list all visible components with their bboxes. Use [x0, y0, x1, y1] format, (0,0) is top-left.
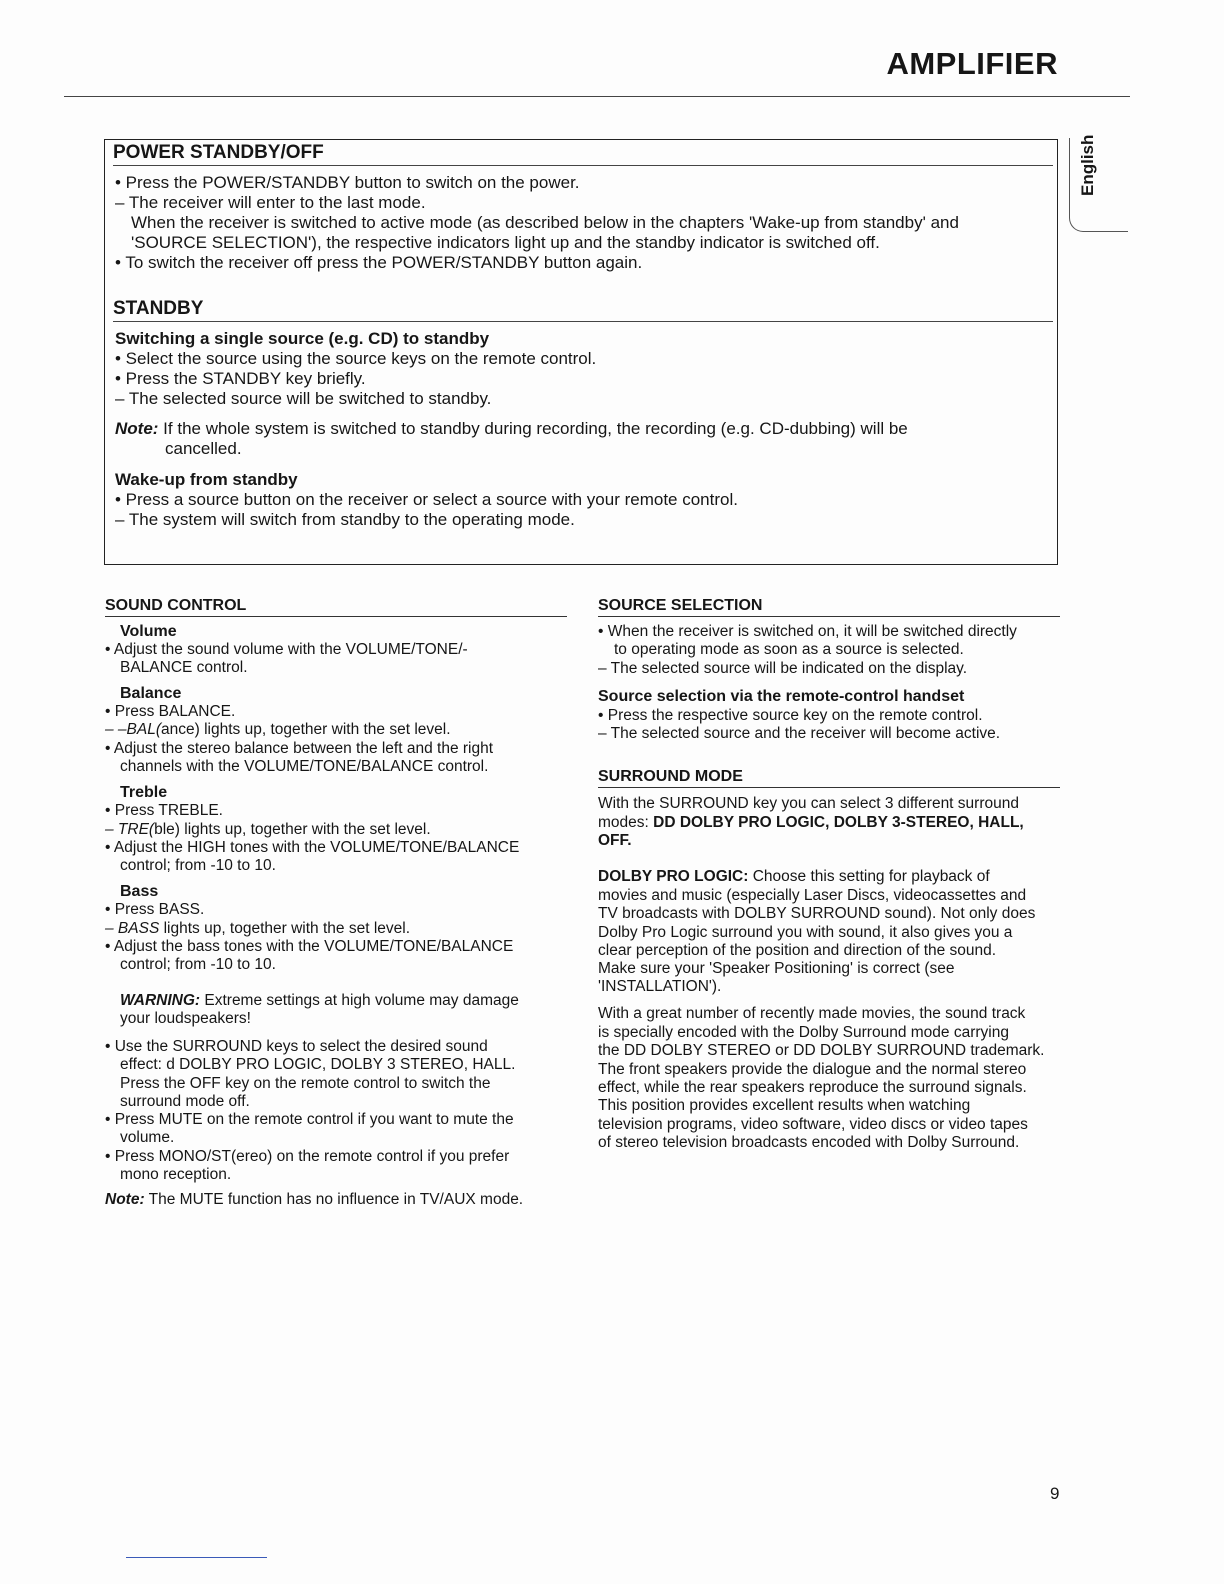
treble-heading: Treble [120, 784, 168, 801]
bass-line: • Adjust the bass tones with the VOLUME/TONE/BALANCE [105, 938, 514, 955]
warning-text: Extreme settings at high volume may damage [200, 992, 519, 1009]
surround-line: effect: d DOLBY PRO LOGIC, DOLBY 3 STEREO, HALL. [120, 1056, 516, 1073]
standby-note [115, 419, 908, 439]
surround-line: • Use the SURROUND keys to select the desired sound [105, 1038, 488, 1055]
surround-mode-line: With the SURROUND key you can select 3 different surround [598, 795, 1019, 812]
movies-line: the DD DOLBY STEREO or DD DOLBY SURROUND trademark. [598, 1042, 1045, 1059]
volume-line: BALANCE control. [120, 659, 248, 676]
sound-control-heading: SOUND CONTROL [105, 597, 567, 617]
movies-line: With a great number of recently made movies, the sound track [598, 1005, 1026, 1022]
movies-line: television programs, video software, video discs or video tapes [598, 1116, 1028, 1133]
treble-line: control; from -10 to 10. [120, 857, 276, 874]
surround-line: Press the OFF key on the remote control to switch the [120, 1075, 491, 1092]
note-label: Note: [115, 419, 159, 438]
single-source-heading: Switching a single source (e.g. CD) to standby [115, 329, 490, 348]
bass-line [105, 920, 410, 938]
power-line: When the receiver is switched to active mode (as described below in the chapters 'Wake-up from standby' and [131, 213, 959, 232]
bass-display-text: – BASS [105, 920, 160, 937]
balance-heading: Balance [120, 685, 182, 702]
note-text: The MUTE function has no influence in TV/AUX mode. [144, 1191, 524, 1208]
surround-mode-heading: SURROUND MODE [598, 768, 1060, 788]
balance-display-text: – –BAL( [105, 721, 162, 738]
wake-line: – The system will switch from standby to the operating mode. [115, 510, 575, 529]
power-line: • Press the POWER/STANDBY button to switch on the power. [115, 173, 580, 192]
source-selection-heading: SOURCE SELECTION [598, 597, 1060, 617]
mute-line: volume. [120, 1129, 175, 1146]
dpl-label: DOLBY PRO LOGIC: [598, 868, 749, 885]
power-line: 'SOURCE SELECTION'), the respective indicators light up and the standby indicator is switched off. [131, 233, 880, 252]
dpl-line: Dolby Pro Logic surround you with sound, it also gives you a [598, 924, 1013, 941]
mono-line: mono reception. [120, 1166, 232, 1183]
mute-note [105, 1191, 523, 1209]
surround-modes-label: modes: [598, 814, 654, 831]
movies-line: is specially encoded with the Dolby Surround mode carrying [598, 1024, 1009, 1041]
balance-line [105, 721, 451, 739]
balance-line-text: lights up, together with the set level. [199, 721, 451, 738]
movies-line: effect, while the rear speakers reproduce the surround signals. [598, 1079, 1027, 1096]
remote-selection-heading: Source selection via the remote-control handset [598, 688, 965, 705]
language-tab-label: English [1078, 134, 1097, 196]
treble-display-suffix: ble) [154, 821, 180, 838]
standby-line: • Select the source using the source keys on the remote control. [115, 349, 597, 368]
source-line: • When the receiver is switched on, it will be switched directly [598, 623, 1017, 640]
treble-line-text: lights up, together with the set level. [179, 821, 431, 838]
page-title: AMPLIFIER [886, 46, 1058, 81]
standby-heading: STANDBY [113, 298, 1053, 322]
movies-line: of stereo television broadcasts encoded with Dolby Surround. [598, 1134, 1020, 1151]
wake-line: • Press a source button on the receiver or select a source with your remote control. [115, 490, 738, 509]
mono-line: • Press MONO/ST(ereo) on the remote control if you prefer [105, 1148, 510, 1165]
bass-heading: Bass [120, 883, 159, 900]
dpl-text: Choose this setting for playback of [748, 868, 990, 885]
remote-line: – The selected source and the receiver will become active. [598, 725, 1001, 742]
movies-line: The front speakers provide the dialogue and the normal stereo [598, 1061, 1027, 1078]
treble-line [105, 821, 431, 839]
standby-note-cont: cancelled. [165, 439, 242, 458]
volume-line: • Adjust the sound volume with the VOLUME/TONE/- [105, 641, 468, 658]
source-line: – The selected source will be indicated on the display. [598, 660, 968, 677]
mute-line: • Press MUTE on the remote control if you want to mute the [105, 1111, 514, 1128]
bass-line-text: lights up, together with the set level. [159, 920, 411, 937]
note-label: Note: [105, 1191, 145, 1208]
surround-modes-list: DD DOLBY PRO LOGIC, DOLBY 3-STEREO, HALL, [653, 814, 1024, 831]
dpl-line: 'INSTALLATION'). [598, 978, 722, 995]
dpl-line: Make sure your 'Speaker Positioning' is correct (see [598, 960, 955, 977]
movies-line: This position provides excellent results when watching [598, 1097, 971, 1114]
power-standby-heading: POWER STANDBY/OFF [113, 142, 1053, 166]
volume-heading: Volume [120, 623, 177, 640]
balance-line: • Adjust the stereo balance between the left and the right [105, 740, 494, 757]
standby-line: – The selected source will be switched to standby. [115, 389, 492, 408]
dpl-line [598, 868, 990, 886]
surround-mode-line: OFF. [598, 832, 632, 849]
treble-line: • Press TREBLE. [105, 802, 223, 819]
treble-display-text: – TRE( [105, 821, 155, 838]
warning-line [120, 992, 519, 1010]
balance-display-suffix: ance) [161, 721, 200, 738]
source-line: to operating mode as soon as a source is selected. [614, 641, 964, 658]
language-tab [1069, 134, 1128, 232]
balance-line: channels with the VOLUME/TONE/BALANCE control. [120, 758, 489, 775]
bass-line: • Press BASS. [105, 901, 205, 918]
dpl-line: TV broadcasts with DOLBY SURROUND sound). Not only does [598, 905, 1036, 922]
bass-line: control; from -10 to 10. [120, 956, 276, 973]
power-line: • To switch the receiver off press the POWER/STANDBY button again. [115, 253, 643, 272]
power-standby-box [104, 139, 1058, 565]
wake-up-heading: Wake-up from standby [115, 470, 298, 489]
balance-line: • Press BALANCE. [105, 703, 236, 720]
note-text: If the whole system is switched to standby during recording, the recording (e.g. CD-dubbing) will be [158, 419, 908, 438]
standby-line: • Press the STANDBY key briefly. [115, 369, 366, 388]
footer-rule [126, 1557, 267, 1558]
dpl-line: movies and music (especially Laser Discs, videocassettes and [598, 887, 1027, 904]
warning-label: WARNING: [120, 992, 201, 1009]
surround-mode-line [598, 814, 1024, 832]
warning-line: your loudspeakers! [120, 1010, 251, 1027]
power-line: – The receiver will enter to the last mode. [115, 193, 426, 212]
remote-line: • Press the respective source key on the remote control. [598, 707, 983, 724]
page-number: 9 [1050, 1484, 1060, 1503]
surround-line: surround mode off. [120, 1093, 250, 1110]
header-rule [64, 96, 1130, 97]
dpl-line: clear perception of the position and direction of the sound. [598, 942, 997, 959]
treble-line: • Adjust the HIGH tones with the VOLUME/TONE/BALANCE [105, 839, 520, 856]
